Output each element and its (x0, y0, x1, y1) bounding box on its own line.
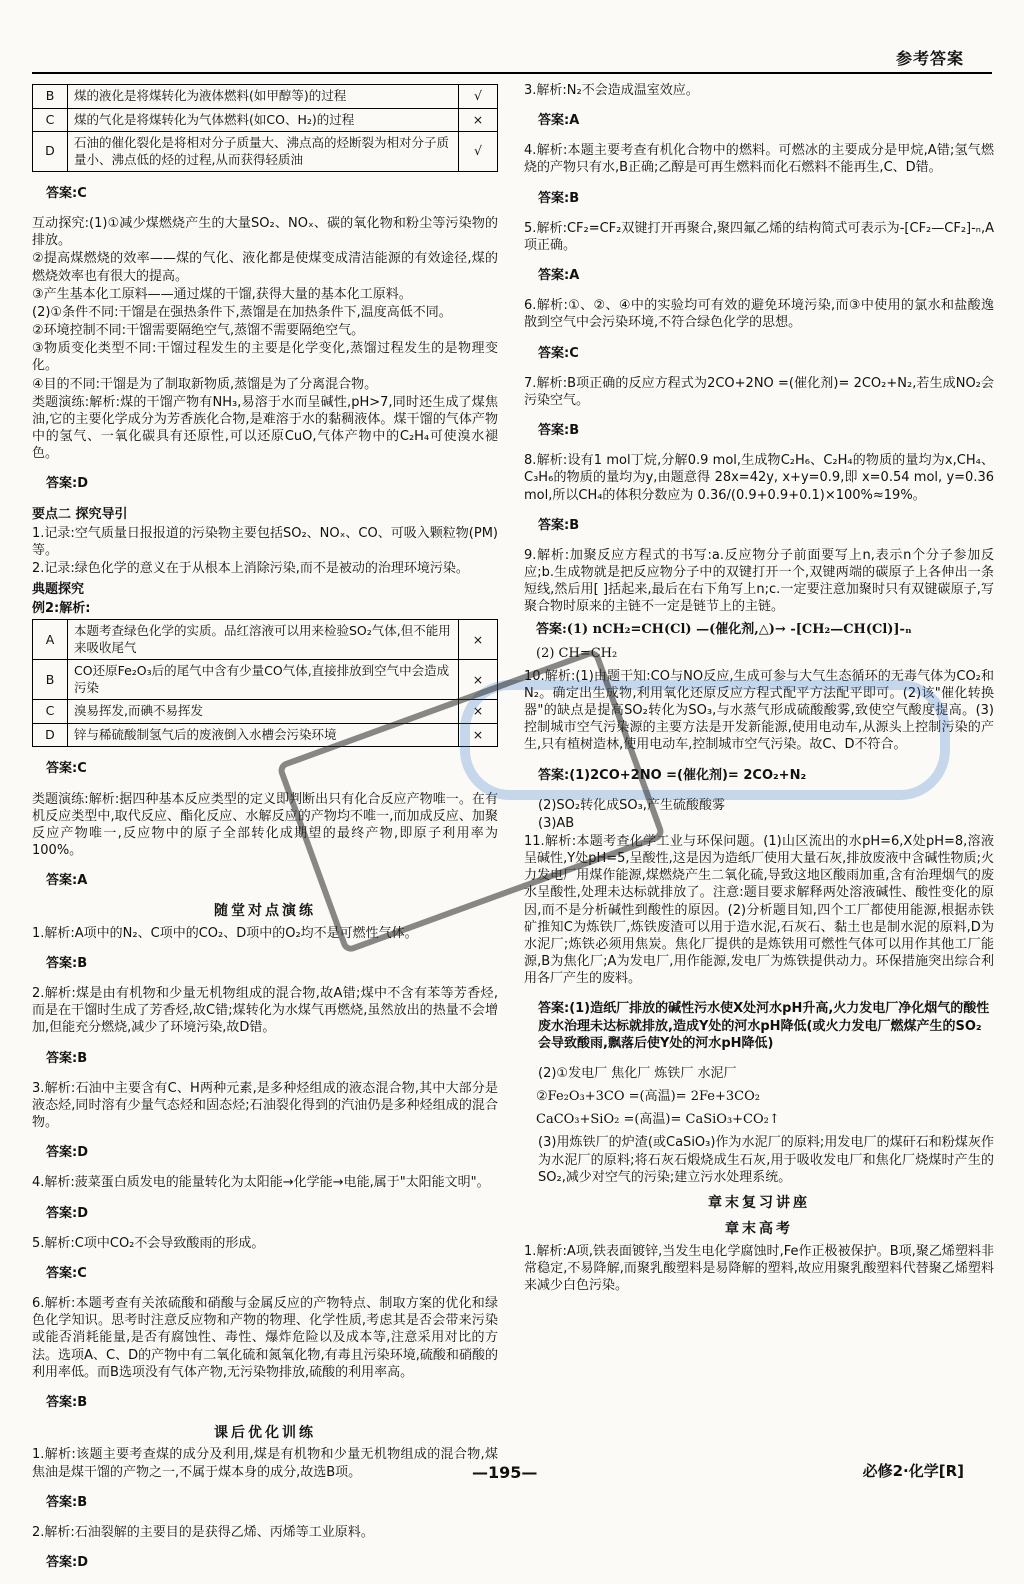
paragraph: ③产生基本化工原料——通过煤的干馏,获得大量的基本化工原料。 (32, 286, 412, 302)
page-footer (32, 1456, 992, 1496)
judgment-mark: × (459, 660, 498, 700)
option-text: 煤的气化是将煤转化为气体燃料(如CO、H₂)的过程 (68, 108, 459, 132)
paragraph: 6.解析:本题考查有关浓硫酸和硝酸与金属反应的产物特点、制取方案的优化和绿色化学知识。思考时注意反应物和产物的物理、化学性质,考虑其是否会带来污染或能否消耗能量,是否有腐蚀性、毒性、爆炸危险以及成本等,注意采用对比的方法。选项A、C、D的产物中有二氧化硫和氮氧化物,有毒且污染环境,硫酸和硝酸的利用率低。而B选项没有气体产物,无污染物排放,硫酸的利用率高。 (32, 1296, 498, 1380)
answer-line: 答案:C (46, 1265, 87, 1281)
paragraph: (2)①条件不同:干馏是在强热条件下,蒸馏是在加热条件下,温度高低不同。 (32, 304, 452, 320)
option-letter: D (33, 132, 68, 172)
header-title: 参考答案 (895, 49, 964, 68)
answer-line: 答案:C (46, 186, 87, 201)
paragraph: 4.解析:菠菜蛋白质发电的能量转化为太阳能→化学能→电能,属于"太阳能文明"。 (32, 1175, 490, 1191)
subsection-heading: 要点二 探究导引 (32, 506, 128, 522)
judgment-mark: × (459, 700, 498, 724)
paragraph: 1.解析:A项中的N₂、C项中的CO₂、D项中的O₂均不是可燃性气体。 (32, 925, 418, 941)
answer-line: 答案:B (46, 1050, 88, 1066)
option-letter: B (33, 660, 68, 700)
answer-line: 答案:D (46, 1555, 88, 1571)
chemical-structure: (2) CH=CH₂ (536, 645, 618, 661)
answer-line: 答案:B (538, 423, 580, 439)
paragraph: 5.解析:CF₂=CF₂双键打开再聚合,聚四氟乙烯的结构简式可表示为-[CF₂—CF₂]-ₙ,A项正确。 (524, 220, 994, 253)
paragraph: 8.解析:设有1 mol丁烷,分解0.9 mol,生成物C₂H₆、C₂H₄的物质的量均为x,CH₄、C₃H₆的物质的量均为y,由题意得 28x=42y, x+y=0.9,即 x=0.54 mol, y=0.36 mol,所以CH₄的体积分数应为 0.36/(0.9+0.9+0.1)×100%≈19%。 (524, 453, 994, 503)
chemical-equation: 答案:(1) nCH₂=CH(Cl) —(催化剂,△)→ -[CH₂—CH(Cl)]-ₙ (536, 622, 912, 638)
judgment-mark: × (459, 723, 498, 747)
section-heading: 章末复习讲座 (708, 1194, 810, 1211)
header-rule (32, 72, 992, 74)
table-row (33, 620, 498, 660)
option-text: 煤的液化是将煤转化为液体燃料(如甲醇等)的过程 (68, 85, 459, 109)
paragraph: 2.记录:绿色化学的意义在于从根本上消除污染,而不是被动的治理环境污染。 (32, 560, 469, 576)
option-letter: D (33, 723, 68, 747)
table-row (33, 108, 498, 132)
table-row (33, 85, 498, 109)
answer-line: 答案:D (46, 1145, 88, 1161)
subsection-heading: 典题探究 (32, 582, 85, 598)
judgment-mark: √ (459, 85, 498, 109)
paragraph: ②环境控制不同:干馏需要隔绝空气,蒸馏不需要隔绝空气。 (32, 323, 365, 339)
paragraph: 类题演练:解析:据四种基本反应类型的定义即判断出只有化合反应产物唯一。在有机反应类型中,取代反应、酯化反应、水解反应的产物均不唯一,而加成反应、加聚反应产物唯一,反应物中的原子全部转化成期望的最终产物,即原子利用率为100%。 (32, 791, 498, 859)
paragraph: 10.解析:(1)由题干知:CO与NO反应,生成可参与大气生态循环的无毒气体为CO₂和N₂。确定出生成物,利用氧化还原反应方程式配平方法配平即可。(2)该"催化转换器"的缺点是提高SO₂转化为SO₃,与水蒸气形成硫酸酸雾,致使空气酸度提高。(3)控制城市空气污染源的主要方法是开发新能源,使用电动车,从源头上控制污染的产生,只有植树造林,使用电动车,控制城市空气污染。故C、D不符合。 (524, 668, 994, 753)
answer-line: 答案:C (538, 345, 579, 361)
answer-line: 答案:B (46, 956, 88, 971)
section-heading: 课后优化训练 (214, 1424, 316, 1441)
paragraph: ②提高煤燃烧的效率——煤的气化、液化都是使煤变成清洁能源的有效途径,煤的燃烧效率也有很大的提高。 (32, 251, 498, 284)
paragraph: 5.解析:C项中CO₂不会导致酸雨的形成。 (32, 1235, 265, 1251)
answer-line: 答案:C (46, 761, 87, 777)
paragraph: 类题演练:解析:煤的干馏产物有NH₃,易溶于水而呈碱性,pH>7,同时还生成了煤焦油,它的主要化学成分为芳香族化合物,是难溶于水的黏稠液体。煤干馏的气体产物中的氢气、一氧化碳具有还原性,可以还原CuO,气体产物中的C₂H₄可使溴水褪色。 (32, 394, 498, 462)
paragraph: 3.解析:N₂不会造成温室效应。 (524, 83, 699, 98)
judgment-mark: √ (459, 132, 498, 172)
judgment-mark: × (459, 620, 498, 660)
table-row (33, 132, 498, 172)
option-text: 溴易挥发,而碘不易挥发 (68, 700, 459, 724)
section-heading: 随堂对点演练 (214, 903, 316, 920)
paragraph: 1.记录:空气质量日报报道的污染物主要包括SO₂、NOₓ、CO、可吸入颗粒物(PM)等。 (32, 525, 498, 558)
paragraph: 11.解析:本题考查化学工业与环保问题。(1)山区流出的水pH=6,X处pH=8,溶液呈碱性,Y处pH=5,呈酸性,这是因为造纸厂使用大量石灰,排放废液中含碱性物质;火力发电厂用煤作能源,煤燃烧产生二氧化硫,导致这地区酸雨加重,含有治理烟气的废水呈酸性,处理未达标就排放了。注意:题目要求解释两处溶液碱性、酸性变化的原因,而不是分析碱性到酸性的原因。(2)分析题目知,四个工厂都使用能源,根据赤铁矿推知C为炼铁厂,炼铁废渣可以用于造水泥,石灰石、黏土也是制水泥的原料,D为水泥厂;炼铁必须用焦炭。焦化厂提供的是炼铁用可燃性气体可以用作其他工厂能源,B为焦化厂;A为发电厂,用作能源,发电厂为炼铁提供动力。环保措施突出综合利用各厂产生的废料。 (524, 834, 994, 987)
paragraph: 1.解析:该题主要考查煤的成分及利用,煤是有机物和少量无机物组成的混合物,煤焦油是煤干馏的产物之一,不属于煤本身的成分,故选B项。 (32, 1447, 498, 1480)
answer-line: 答案:A (538, 113, 580, 129)
answer-line: 答案:B (46, 1394, 88, 1410)
example-label: 例2:解析: (32, 601, 91, 617)
page-header (0, 8, 1024, 68)
answer-line: 答案:(1)2CO+2NO =(催化剂)= 2CO₂+N₂ (538, 767, 807, 783)
option-letter: A (33, 620, 68, 660)
paragraph: 1.解析:A项,铁表面镀锌,当发生电化学腐蚀时,Fe作正极被保护。B项,聚乙烯塑料非常稳定,不易降解,而聚乳酸塑料是易降解的塑料,故应用聚乳酸塑料代替聚乙烯塑料来减少白色污染。 (524, 1243, 994, 1294)
paragraph: (3)AB (538, 815, 575, 831)
answer-line: 答案:A (538, 268, 580, 284)
option-letter: B (33, 85, 68, 109)
option-letter: C (33, 108, 68, 132)
section-subheading: 章末高考 (725, 1221, 793, 1238)
book-label: 必修2·化学[R] (862, 1462, 964, 1480)
table-row (33, 660, 498, 700)
chemical-equation: ②Fe₂O₃+3CO =(高温)= 2Fe+3CO₂ (536, 1089, 760, 1105)
paragraph: 9.解析:加聚反应方程式的书写:a.反应物分子前面要写上n,表示n个分子参加反应;b.生成物就是把反应物分子中的双键打开一个,双键两端的碳原子上各伸出一条短线,然后用[ ]括起来,最后在右下角写上n;c.一定要注意加聚时只有双键碳原子,写聚合物时原来的主链不一定是链节上的主链。 (524, 547, 994, 615)
answer-line: 答案:B (46, 1494, 88, 1510)
paragraph: 6.解析:①、②、④中的实验均可有效的避免环境污染,而③中使用的氯水和盐酸逸散到空气中会污染环境,不符合绿色化学的思想。 (524, 298, 994, 331)
chemical-equation: CaCO₃+SiO₂ =(高温)= CaSiO₃+CO₂↑ (536, 1112, 780, 1128)
paragraph: 互动探究:(1)①减少煤燃烧产生的大量SO₂、NOₓ、碳的氧化物和粉尘等污染物的排放。 (32, 216, 498, 249)
answer-line: 答案:B (538, 517, 580, 533)
option-text: 石油的催化裂化是将相对分子质量大、沸点高的烃断裂为相对分子质量小、沸点低的烃的过程,从而获得轻质油 (68, 132, 459, 172)
answer-line: 答案:(1)造纸厂排放的碱性污水使X处河水pH升高,火力发电厂净化烟气的酸性废水治理未达标就排放,造成Y处的河水pH降低(或火力发电厂燃煤产生的SO₂会导致酸雨,飘落后使Y处的河水pH降低) (538, 1001, 990, 1051)
paragraph: 2.解析:石油裂解的主要目的是获得乙烯、丙烯等工业原料。 (32, 1524, 374, 1540)
paragraph: 2.解析:煤是由有机物和少量无机物组成的混合物,故A错;煤中不含有苯等芳香烃,而是在干馏时生成了芳香烃,故C错;煤转化为水煤气再燃烧,虽然放出的热量不会增加,但能充分燃烧,减少了环境污染,故D错。 (32, 986, 498, 1036)
paragraph: 7.解析:B项正确的反应方程式为2CO+2NO =(催化剂)= 2CO₂+N₂,若生成NO₂会污染空气。 (524, 375, 994, 408)
option-text: CO还原Fe₂O₃后的尾气中含有少量CO气体,直接排放到空气中会造成污染 (68, 660, 459, 700)
option-text: 本题考查绿色化学的实质。品红溶液可以用来检验SO₂气体,但不能用来吸收尾气 (68, 620, 459, 660)
paragraph: (2)SO₂转化成SO₃,产生硫酸酸雾 (538, 797, 725, 813)
paragraph: (3)用炼铁厂的炉渣(或CaSiO₃)作为水泥厂的原料;用发电厂的煤矸石和粉煤灰作为水泥厂的原料;将石灰石煅烧成生石灰,用于吸收发电厂和焦化厂烧煤时产生的SO₂,减少对空气的污染;建立污水处理系统。 (538, 1135, 994, 1185)
judgment-table-1 (32, 84, 498, 172)
answer-line: 答案:D (46, 1205, 88, 1221)
paragraph: 4.解析:本题主要考查有机化合物中的燃料。可燃冰的主要成分是甲烷,A错;氢气燃烧的产物只有水,B正确;乙醇是可再生燃料而化石燃料不能再生,C、D错。 (524, 143, 994, 176)
paragraph: ③物质变化类型不同:干馏过程发生的主要是化学变化,蒸馏过程发生的是物理变化。 (32, 341, 498, 374)
page-number: —195— (472, 1463, 538, 1482)
paragraph: (2)①发电厂 焦化厂 炼铁厂 水泥厂 (538, 1065, 737, 1081)
judgment-mark: × (459, 108, 498, 132)
answer-line: 答案:D (46, 476, 88, 492)
option-letter: C (33, 700, 68, 724)
answer-line: 答案:B (538, 190, 580, 206)
paragraph: 3.解析:石油中主要含有C、H两种元素,是多种烃组成的液态混合物,其中大部分是液态烃,同时溶有少量气态烃和固态烃;石油裂化得到的汽油仍是多种烃组成的混合物。 (32, 1080, 498, 1131)
option-text: 锌与稀硫酸制氢气后的废液倒入水槽会污染环境 (68, 723, 459, 747)
answer-line: 答案:A (46, 873, 88, 889)
paragraph: ④目的不同:干馏是为了制取新物质,蒸馏是为了分离混合物。 (32, 376, 378, 392)
